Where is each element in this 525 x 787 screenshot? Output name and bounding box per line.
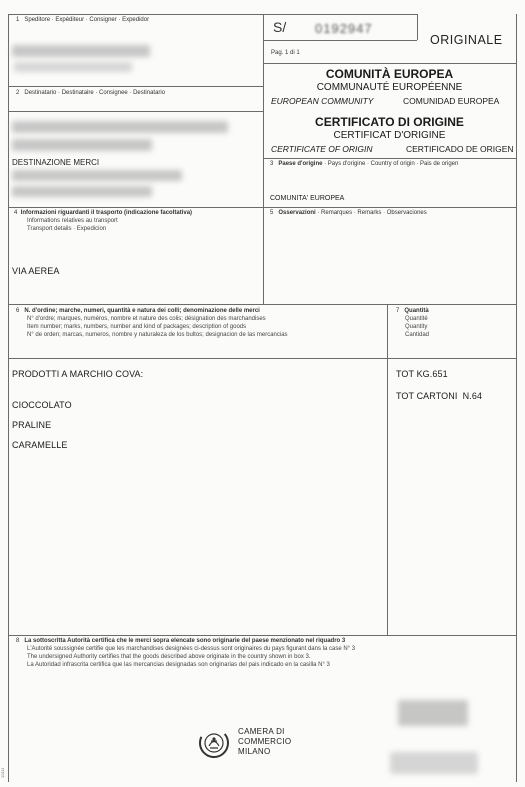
consignee-redacted [12,121,228,133]
box7-label-fr: Quantité [405,316,428,322]
box6-label: 6 N. d'ordine; marche, numeri, quantità e natura dei colli; denominazione delle merci [16,308,260,314]
box8-top [8,635,516,636]
goods-item: CARAMELLE [12,440,68,450]
box2-divider [8,111,263,112]
destinazione-label: DESTINAZIONE MERCI [12,158,100,167]
country-origin-value: COMUNITA' EUROPEA [270,195,345,202]
box2-label: 2 Destinatario · Destinataire · Consignee · Destinatario [16,90,166,96]
total-cartons: TOT CARTONI N.64 [396,391,483,401]
serial-prefix: S/ [273,19,287,35]
box6-label-es: N° de orden; marcas, numeros, nombre y naturaleza de los bultos; designacion de las mercancias [27,332,288,338]
community-it: COMUNITÀ EUROPEA [325,67,454,81]
box7-label: 7 Quantità [396,308,429,314]
top-border-left [8,14,263,15]
box1-label: 1 Speditore · Expéditeur · Consigner · Expedidor [16,17,150,23]
chamber-line1: CAMERA DI [238,727,285,736]
goods-heading: PRODOTTI A MARCHIO COVA: [12,369,144,379]
box4-label: 4 Informazioni riguardanti il trasporto (indicazione facoltativa) [14,210,193,216]
community-es: COMUNIDAD EUROPEA [403,96,500,106]
transport-value: VIA AEREA [12,266,60,276]
box4-label-fr: Informations relatives au transport [27,218,118,224]
cert-fr: CERTIFICAT D'ORIGINE [333,130,446,141]
box8-label-es: La Autoridad infrascrita certifica que las mercancias designadas son originarias del pais indicado en la casilla N° 3 [27,662,330,668]
center-divider [263,14,264,304]
cert-en: CERTIFICATE OF ORIGIN [271,144,373,154]
goods-area-top [8,358,516,359]
serial-number: 0192947 [315,21,373,36]
outer-left-border [8,14,9,782]
consignee-redacted-2 [12,139,152,151]
goods-item: PRALINE [12,420,52,430]
page-row-bottom [263,63,516,64]
chamber-logo-icon [197,726,231,760]
community-fr: COMMUNAUTÉ EUROPÉENNE [316,82,463,93]
top-border-mid [263,14,417,15]
community-en: EUROPEAN COMMUNITY [271,96,374,106]
box2-top [8,86,263,87]
outer-right-border [516,14,517,782]
sender-redacted [12,45,150,57]
stamp-redacted [398,700,468,726]
total-weight: TOT KG.651 [396,369,448,379]
chamber-name [238,727,291,757]
box8-label-fr: L'Autorité soussignée certifie que les marchandises designées ci-dessus sont originaires du pays figurant dans la case N° 3 [27,646,356,652]
box3-label: 3 Paese d'origine · Pays d'origine · Country of origin · Pais de origen [270,161,459,167]
box6-label-en: Item number; marks, numbers, number and kind of packages; description of goods [27,324,247,330]
box4-label-en: Transport details · Expedicion [27,226,107,232]
cert-it: CERTIFICATO DI ORIGINE [315,115,464,129]
box8-label-en: The undersigned Authority certifies that the goods described above originate in the country shown in box 3. [27,654,311,660]
box7-label-es: Cantidad [405,332,430,338]
goods-item: CIOCCOLATO [12,400,72,410]
originale-label: ORIGINALE [430,33,503,47]
box3-top [263,158,516,159]
destination-redacted [12,170,182,181]
sender-redacted-2 [14,62,132,72]
box6-top [8,304,516,305]
box6-label-fr: N° d'ordre; marques, numéros, nombre et nature des colis; désignation des marchandises [27,316,266,322]
page-info: Pag. 1 di 1 [271,50,300,56]
chamber-line2: COMMERCIO [238,737,292,746]
destination-redacted-2 [12,186,152,197]
signature-redacted [390,752,478,774]
serial-box-right [417,14,418,40]
margin-code: 10111 [0,767,5,778]
box8-label: 8 La sottoscritta Autorità certifica che le merci sopra elencate sono originarie del paese menzionato nel riquadro 3 [16,638,346,644]
box7-label-en: Quantity [405,324,428,330]
cert-es: CERTIFICADO DE ORIGEN [406,144,514,154]
box5-label: 5 Osservazioni · Remarques · Remarks · Observaciones [270,210,427,216]
serial-box-bottom [263,40,417,41]
chamber-line3: MILANO [238,747,271,756]
box4-box5-top [8,207,516,208]
box7-divider [387,304,388,635]
